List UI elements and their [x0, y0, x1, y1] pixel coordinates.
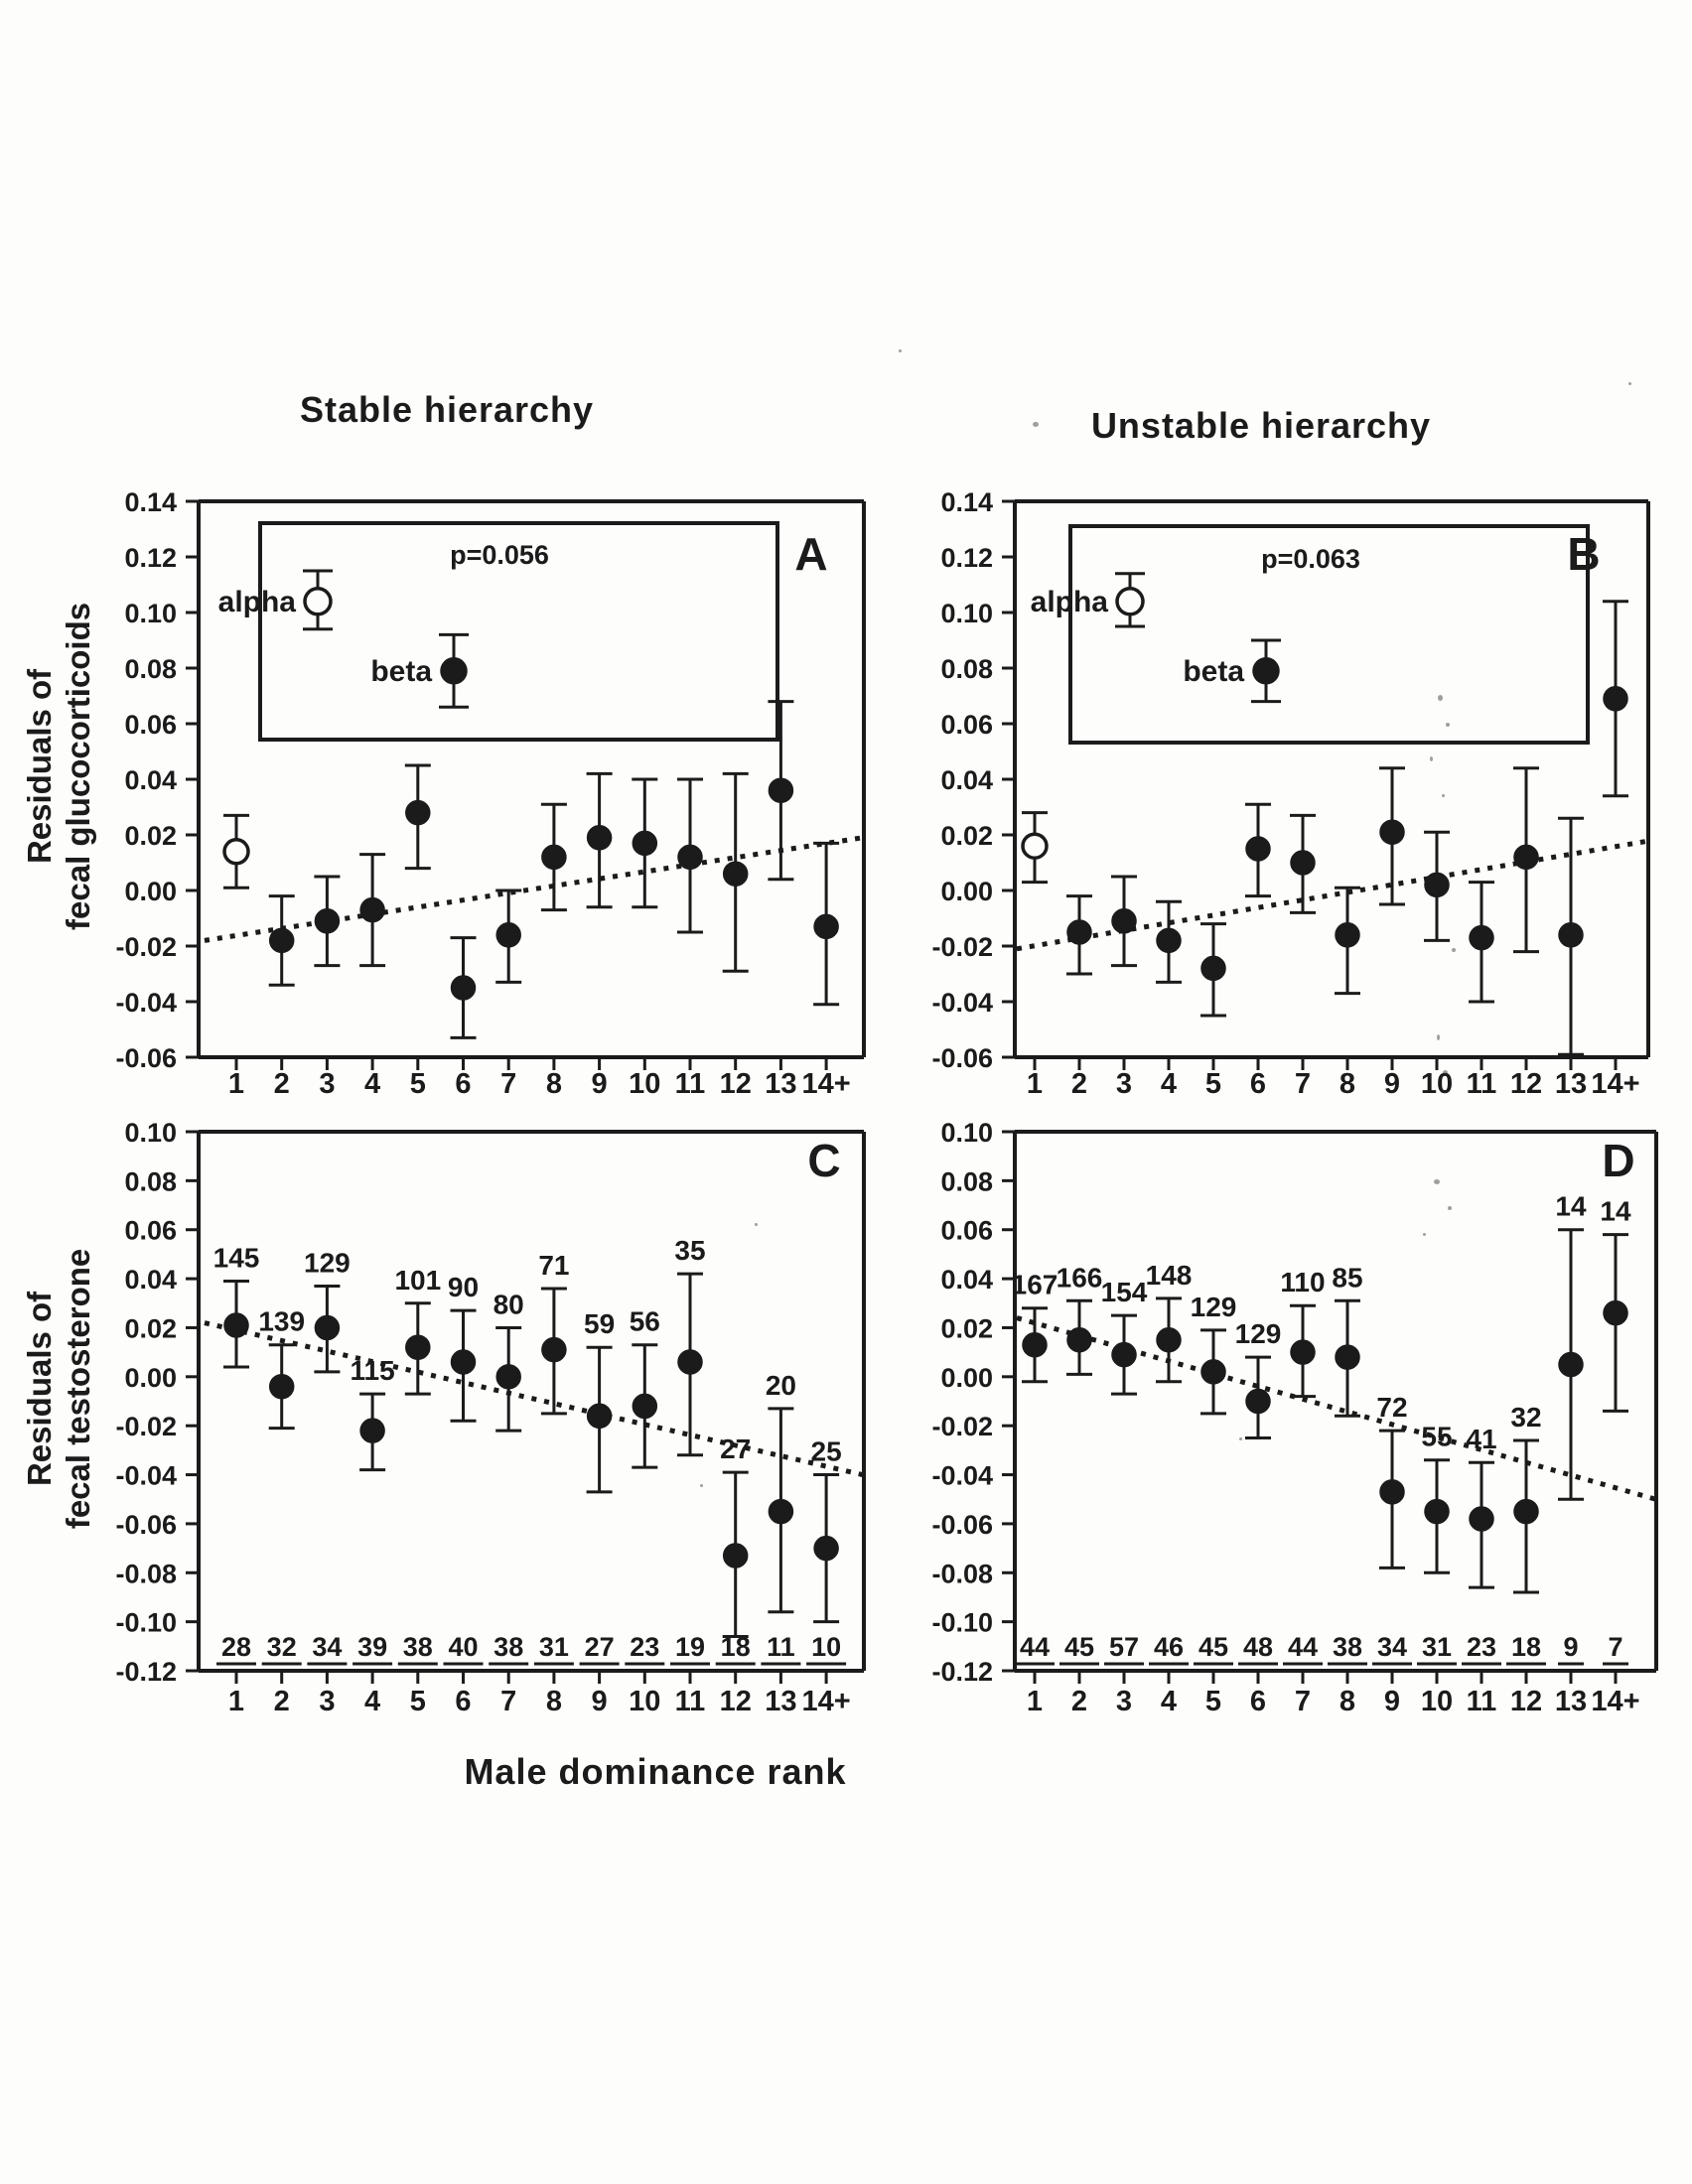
sample-count-label: 110	[1280, 1267, 1326, 1298]
x-tick-label: 13	[765, 1686, 797, 1717]
data-point	[1605, 688, 1626, 710]
p-value-label: p=0.056	[450, 540, 549, 570]
data-point	[1560, 1353, 1582, 1375]
x-axis-title: Male dominance rank	[464, 1751, 847, 1792]
y-tick-label: -0.04	[115, 988, 177, 1018]
n-value: 39	[357, 1632, 388, 1662]
x-tick-label: 5	[1204, 1686, 1222, 1717]
scan-artifact	[700, 1484, 703, 1487]
n-value: 31	[1421, 1632, 1453, 1662]
data-point	[361, 1420, 383, 1441]
panel-a	[60, 457, 914, 1152]
x-tick-label: 12	[719, 1686, 752, 1717]
y-tick-label: 0.08	[940, 1166, 993, 1197]
data-point	[543, 1339, 565, 1361]
y-tick-label: -0.06	[931, 1043, 993, 1073]
sample-count-label: 101	[394, 1264, 442, 1296]
scan-artifact	[1033, 422, 1039, 427]
inset-beta-label: beta	[1183, 654, 1244, 688]
y-tick-label: -0.06	[115, 1043, 177, 1073]
sample-count-label: 27	[720, 1433, 752, 1465]
x-tick-label: 8	[1339, 1068, 1356, 1100]
y-tick-label: 0.08	[124, 654, 177, 684]
y-tick-label: -0.08	[115, 1559, 177, 1589]
data-point	[815, 915, 837, 937]
data-point	[1426, 1501, 1448, 1523]
y-tick-label: 0.06	[124, 710, 177, 740]
n-value: 38	[402, 1632, 433, 1662]
y-axis-title-line: Residuals of	[21, 1291, 59, 1487]
scan-artifact	[1437, 1034, 1440, 1040]
sample-count-label: 167	[1011, 1269, 1058, 1300]
data-point	[815, 1538, 837, 1560]
x-tick-label: 3	[1115, 1686, 1133, 1717]
n-value: 31	[538, 1632, 569, 1662]
n-value: 9	[1563, 1632, 1579, 1662]
inset-alpha-point	[1117, 589, 1143, 614]
x-tick-label: 4	[364, 1686, 381, 1717]
x-tick-label: 5	[409, 1068, 426, 1100]
n-value: 44	[1287, 1632, 1319, 1662]
y-tick-label: -0.02	[115, 1412, 177, 1442]
x-tick-label: 7	[500, 1068, 517, 1100]
n-value: 38	[494, 1632, 524, 1662]
data-point	[271, 929, 293, 951]
n-value: 23	[630, 1632, 660, 1662]
scan-artifact	[1442, 794, 1445, 797]
panel-letter: B	[1567, 528, 1601, 580]
x-tick-label: 12	[719, 1068, 752, 1100]
data-point	[1113, 1344, 1135, 1366]
data-point	[634, 1395, 655, 1417]
data-point	[1560, 924, 1582, 946]
y-tick-label: 0.10	[124, 1118, 177, 1148]
y-tick-label: 0.04	[940, 765, 993, 795]
y-tick-label: 0.00	[940, 1362, 993, 1393]
n-value: 45	[1198, 1632, 1229, 1662]
sample-count-label: 72	[1376, 1392, 1408, 1424]
y-axis-title-line: Residuals of	[21, 668, 59, 865]
sample-count-label: 14	[1600, 1195, 1631, 1227]
y-tick-label: -0.10	[931, 1607, 993, 1638]
panel-letter: C	[807, 1135, 841, 1186]
scan-artifact	[1239, 1437, 1242, 1440]
x-tick-label: 3	[1115, 1068, 1133, 1100]
y-tick-label: 0.02	[940, 1313, 993, 1344]
x-tick-label: 2	[273, 1686, 290, 1717]
sample-count-label: 59	[584, 1308, 616, 1340]
inset-alpha-label: alpha	[1030, 585, 1108, 618]
data-point	[407, 1336, 429, 1358]
sample-count-label: 32	[1510, 1401, 1542, 1433]
scan-artifact	[755, 1223, 758, 1226]
data-point	[497, 924, 519, 946]
n-value: 18	[720, 1632, 751, 1662]
scan-artifact	[1628, 382, 1631, 385]
scan-artifact	[1434, 1179, 1440, 1184]
y-tick-label: 0.02	[124, 1313, 177, 1344]
sample-count-label: 166	[1056, 1262, 1103, 1294]
n-value: 23	[1466, 1632, 1497, 1662]
y-tick-label: 0.02	[124, 821, 177, 851]
x-tick-label: 14+	[1591, 1686, 1640, 1717]
data-point	[1068, 1329, 1090, 1351]
scan-artifact	[1443, 1070, 1448, 1074]
data-point	[497, 1366, 519, 1388]
sample-count-label: 25	[810, 1435, 842, 1467]
y-tick-label: -0.02	[931, 1412, 993, 1442]
sample-count-label: 90	[447, 1272, 480, 1303]
x-tick-label: 6	[1249, 1068, 1267, 1100]
trend-line	[205, 1323, 863, 1475]
x-tick-label: 10	[629, 1686, 661, 1717]
x-tick-label: 8	[1339, 1686, 1356, 1717]
y-tick-label: -0.04	[931, 988, 993, 1018]
x-tick-label: 7	[1294, 1068, 1312, 1100]
x-tick-label: 11	[674, 1686, 706, 1717]
n-value: 7	[1608, 1632, 1623, 1662]
x-tick-label: 1	[1026, 1686, 1044, 1717]
x-tick-label: 8	[545, 1686, 562, 1717]
x-tick-label: 3	[319, 1686, 336, 1717]
sample-count-label: 14	[1555, 1190, 1587, 1222]
scan-artifact	[1452, 948, 1456, 952]
n-value: 11	[767, 1632, 795, 1662]
data-point	[1202, 957, 1224, 979]
x-tick-label: 6	[455, 1686, 472, 1717]
y-tick-label: 0.04	[940, 1265, 993, 1296]
n-value: 40	[448, 1632, 479, 1662]
n-value: 46	[1153, 1632, 1185, 1662]
sample-count-label: 20	[765, 1369, 796, 1401]
scan-artifact	[899, 349, 902, 352]
x-tick-label: 9	[591, 1068, 608, 1100]
sample-count-label: 35	[674, 1235, 706, 1267]
sample-count-label: 56	[629, 1305, 660, 1337]
sample-count-label: 71	[538, 1249, 570, 1281]
data-point	[1426, 874, 1448, 895]
data-point	[1381, 1481, 1403, 1503]
panel-c	[60, 1097, 914, 1797]
y-tick-label: 0.04	[124, 765, 177, 795]
x-tick-label: 4	[1160, 1686, 1178, 1717]
data-point	[453, 1351, 475, 1373]
y-tick-label: 0.14	[940, 487, 993, 517]
x-tick-label: 6	[455, 1068, 472, 1100]
x-tick-label: 4	[1160, 1068, 1178, 1100]
y-tick-label: 0.10	[940, 1118, 993, 1148]
inset-alpha-point	[305, 589, 331, 614]
n-value: 18	[1510, 1632, 1542, 1662]
y-tick-label: 0.06	[940, 710, 993, 740]
data-point	[725, 1545, 747, 1567]
n-value: 57	[1108, 1632, 1140, 1662]
y-tick-label: -0.06	[115, 1509, 177, 1540]
data-point	[1247, 838, 1269, 860]
sample-count-label: 139	[258, 1305, 306, 1337]
p-value-label: p=0.063	[1261, 544, 1360, 574]
x-tick-label: 7	[500, 1686, 517, 1717]
inset-beta-point	[442, 659, 466, 683]
y-tick-label: -0.08	[931, 1559, 993, 1589]
data-point	[361, 899, 383, 921]
scan-artifact	[1423, 1233, 1426, 1236]
data-point-open	[1023, 834, 1047, 858]
sample-count-label: 148	[1145, 1259, 1193, 1291]
x-tick-label: 9	[1383, 1686, 1401, 1717]
x-tick-label: 12	[1509, 1068, 1543, 1100]
data-point	[1337, 1346, 1358, 1368]
y-tick-label: 0.00	[940, 877, 993, 906]
sample-count-label: 129	[304, 1247, 351, 1279]
scan-artifact	[1446, 723, 1450, 727]
n-value: 34	[1376, 1632, 1408, 1662]
x-tick-label: 10	[629, 1068, 661, 1100]
column-title-stable: Stable hierarchy	[299, 389, 595, 430]
panel-letter: A	[794, 528, 828, 580]
scan-artifact	[1430, 756, 1433, 761]
data-point	[634, 832, 655, 854]
x-tick-label: 11	[674, 1068, 706, 1100]
y-tick-label: 0.00	[124, 877, 177, 906]
sample-count-label: 85	[1332, 1262, 1363, 1294]
sample-count-label: 80	[493, 1289, 524, 1320]
x-tick-label: 10	[1420, 1068, 1454, 1100]
trend-line	[1017, 1318, 1656, 1500]
x-tick-label: 2	[1070, 1686, 1088, 1717]
y-tick-label: 0.10	[124, 599, 177, 628]
y-tick-label: 0.04	[124, 1265, 177, 1296]
sample-count-label: 145	[212, 1242, 260, 1274]
data-point	[1381, 821, 1403, 843]
n-value: 19	[674, 1632, 706, 1662]
x-tick-label: 2	[273, 1068, 290, 1100]
x-tick-label: 7	[1294, 1686, 1312, 1717]
y-tick-label: -0.04	[931, 1460, 993, 1491]
y-tick-label: -0.06	[931, 1509, 993, 1540]
y-tick-label: 0.14	[124, 487, 177, 517]
data-point	[589, 827, 611, 849]
data-point	[679, 1351, 701, 1373]
n-value: 27	[584, 1632, 615, 1662]
data-point	[1024, 1334, 1046, 1356]
data-point	[1292, 1341, 1314, 1363]
y-tick-label: -0.02	[931, 932, 993, 962]
trend-line	[205, 838, 863, 941]
y-tick-label: -0.04	[115, 1460, 177, 1491]
n-value: 48	[1242, 1632, 1274, 1662]
y-tick-label: -0.02	[115, 932, 177, 962]
data-point	[1337, 924, 1358, 946]
data-point	[589, 1405, 611, 1427]
x-tick-label: 4	[364, 1068, 381, 1100]
x-tick-label: 8	[545, 1068, 562, 1100]
scan-artifact	[1438, 695, 1443, 701]
x-tick-label: 13	[1554, 1686, 1588, 1717]
y-tick-label: 0.08	[124, 1166, 177, 1197]
x-tick-label: 11	[1466, 1068, 1497, 1100]
x-tick-label: 13	[765, 1068, 797, 1100]
x-tick-label: 5	[409, 1686, 426, 1717]
data-point	[453, 977, 475, 999]
y-axis-title-line: fecal testosterone	[60, 1248, 96, 1530]
data-point	[725, 863, 747, 885]
x-tick-label: 14+	[801, 1068, 851, 1100]
x-tick-label: 11	[1466, 1686, 1497, 1717]
trend-line	[1017, 841, 1651, 949]
sample-count-label: 129	[1234, 1318, 1282, 1350]
x-tick-label: 13	[1554, 1068, 1588, 1100]
y-tick-label: 0.10	[940, 599, 993, 628]
panel-d	[874, 1097, 1692, 1797]
x-tick-label: 6	[1249, 1686, 1267, 1717]
sample-count-label: 41	[1466, 1424, 1497, 1455]
data-point	[1158, 929, 1180, 951]
n-value: 28	[220, 1632, 252, 1662]
sample-count-label: 115	[350, 1355, 395, 1387]
x-tick-label: 1	[227, 1686, 245, 1717]
data-point	[1605, 1302, 1626, 1324]
data-point	[407, 802, 429, 824]
y-tick-label: -0.12	[115, 1657, 177, 1687]
y-tick-label: 0.00	[124, 1362, 177, 1393]
data-point	[1113, 910, 1135, 932]
inset-alpha-label: alpha	[217, 585, 296, 618]
x-tick-label: 3	[319, 1068, 336, 1100]
data-point	[770, 779, 791, 801]
y-tick-label: 0.12	[940, 543, 993, 573]
x-tick-label: 5	[1204, 1068, 1222, 1100]
x-tick-label: 9	[591, 1686, 608, 1717]
x-tick-label: 10	[1420, 1686, 1454, 1717]
n-value: 10	[811, 1632, 842, 1662]
data-point	[1515, 846, 1537, 868]
y-tick-label: 0.06	[940, 1215, 993, 1246]
y-tick-label: -0.10	[115, 1607, 177, 1638]
inset-beta-point	[1254, 659, 1278, 683]
y-tick-label: 0.12	[124, 543, 177, 573]
data-point	[1068, 921, 1090, 943]
data-point	[1292, 852, 1314, 874]
column-title-unstable: Unstable hierarchy	[1090, 405, 1432, 446]
data-point	[1247, 1391, 1269, 1413]
y-tick-label: 0.06	[124, 1215, 177, 1246]
y-tick-label: 0.08	[940, 654, 993, 684]
y-tick-label: 0.02	[940, 821, 993, 851]
y-axis-title-line: fecal glucocorticoids	[60, 602, 96, 930]
n-value: 34	[312, 1632, 343, 1662]
x-tick-label: 9	[1383, 1068, 1401, 1100]
data-point	[1471, 1508, 1492, 1530]
sample-count-label: 154	[1100, 1277, 1148, 1308]
data-point	[1471, 927, 1492, 949]
x-tick-label: 12	[1509, 1686, 1543, 1717]
sample-count-label: 129	[1190, 1291, 1237, 1322]
data-point	[679, 846, 701, 868]
n-value: 45	[1063, 1632, 1095, 1662]
data-point	[1202, 1361, 1224, 1383]
x-tick-label: 1	[227, 1068, 245, 1100]
data-point	[316, 910, 338, 932]
inset-beta-label: beta	[370, 654, 432, 688]
n-value: 44	[1019, 1632, 1051, 1662]
data-point	[225, 1314, 247, 1336]
x-tick-label: 14+	[1591, 1068, 1640, 1100]
y-tick-label: -0.12	[931, 1657, 993, 1687]
data-point	[543, 846, 565, 868]
panel-b	[874, 457, 1692, 1152]
scan-artifact	[1448, 1206, 1452, 1210]
data-point	[1158, 1329, 1180, 1351]
n-value: 38	[1332, 1632, 1363, 1662]
panel-letter: D	[1602, 1135, 1635, 1186]
data-point	[770, 1501, 791, 1523]
n-value: 32	[266, 1632, 297, 1662]
x-tick-label: 1	[1026, 1068, 1044, 1100]
data-point	[1515, 1501, 1537, 1523]
sample-count-label: 55	[1421, 1421, 1453, 1452]
data-point	[271, 1376, 293, 1398]
x-tick-label: 14+	[801, 1686, 851, 1717]
x-tick-label: 2	[1070, 1068, 1088, 1100]
data-point	[316, 1316, 338, 1338]
data-point-open	[224, 840, 248, 864]
